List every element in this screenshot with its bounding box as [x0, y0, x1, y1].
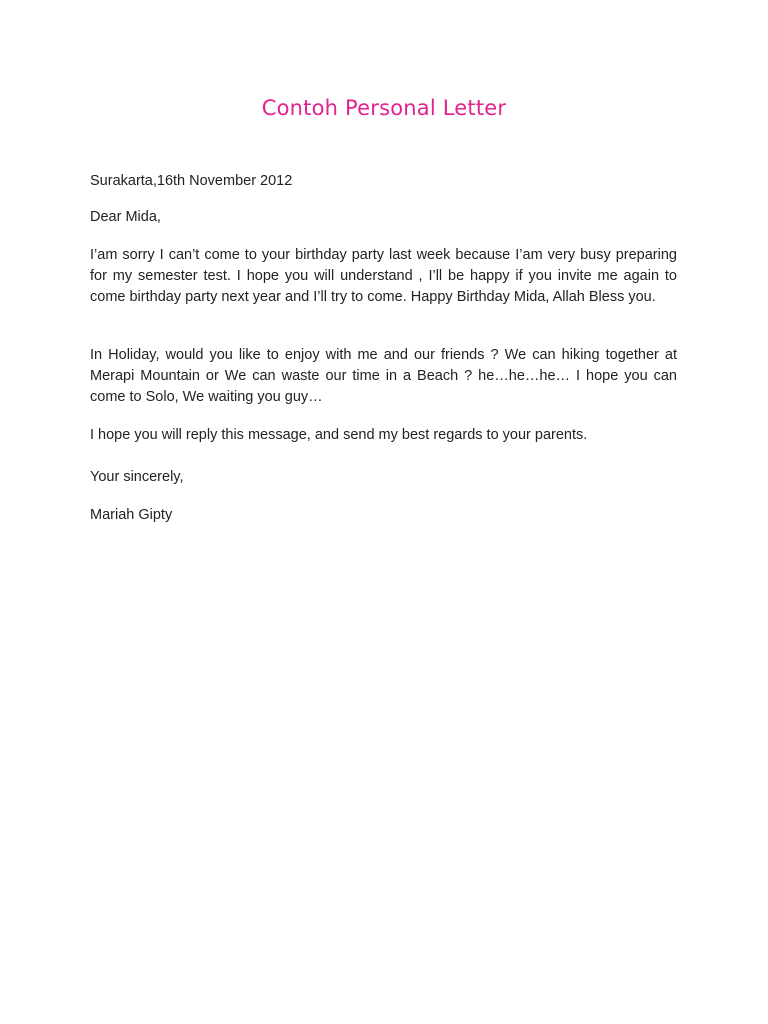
greeting: Dear Mida, [90, 209, 161, 225]
closing: Your sincerely, [90, 469, 184, 485]
signature-name: Mariah Gipty [90, 507, 173, 523]
letter-paragraph-1: I’am sorry I can’t come to your birthday party last week because I’am very busy preparing for my semester test. I hope you will understand , I’ll be happy if you invite me again to come birthday party next year and I’ll try to come. Happy Birthday Mida, Allah Bless you. [90, 247, 677, 305]
letter-paragraph-2: In Holiday, would you like to enjoy with me and our friends ? We can hiking together at Merapi Mountain or We can waste our time in a Beach ? he…he…he… I hope you can come to Solo, We waiting you guy… [90, 347, 677, 405]
date-line: Surakarta,16th November 2012 [90, 173, 293, 189]
letter-paragraph-3: I hope you will reply this message, and send my best regards to your parents. [90, 427, 588, 443]
page-title: Contoh Personal Letter [261, 96, 507, 120]
